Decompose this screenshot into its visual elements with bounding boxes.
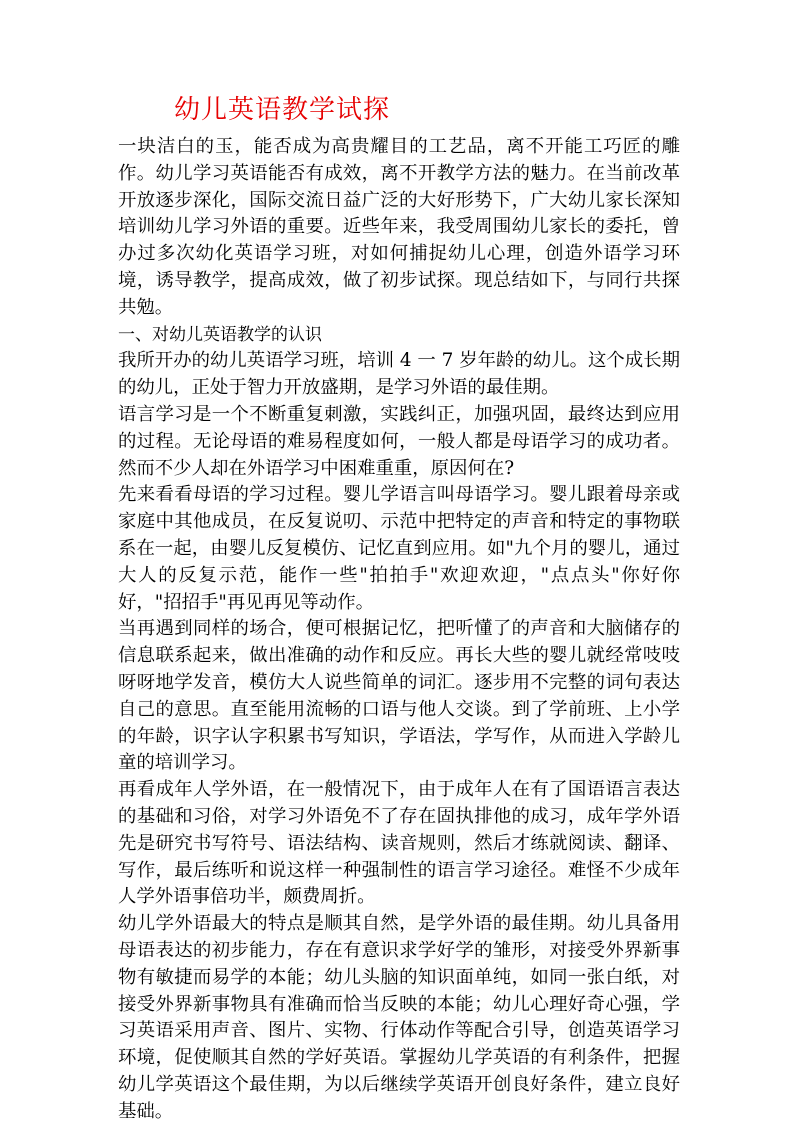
document-title: 幼儿英语教学试探 (174, 95, 391, 125)
intro-paragraph: 一块洁白的玉，能否成为高贵耀目的工艺品，离不开能工巧匠的雕作。幼儿学习英语能否有成效，离不开教学方法的魅力。在当前改革开放逐步深化，国际交流日益广泛的大好形势下，广大幼儿家长深知培训幼儿学习外语的重要。近些年来，我受周围幼儿家长的委托，曾办过多次幼化英语学习班，对如何捕捉幼儿心理，创造外语学习环境，诱导教学，提高成效，做了初步试探。现总结如下，与同行共探共勉。 (118, 136, 680, 318)
body-paragraph: 幼儿学外语最大的特点是顺其自然，是学外语的最佳期。幼儿具备用母语表达的初步能力，存在有意识求学好学的雏形，对接受外界新事物有敏捷而易学的本能；幼儿头脑的知识面单纯，如同一张白纸，对接受外界新事物具有准确而恰当反映的本能；幼儿心理好奇心强，学习英语采用声音、图片、实物、行体动作等配合引导，创造英语学习环境，促使顺其自然的学好英语。掌握幼儿学英语的有利条件，把握幼儿学英语这个最佳期，为以后继续学英语开创良好条件，建立良好基础。 (118, 913, 680, 1122)
body-paragraph: 我所开办的幼儿英语学习班，培训 4 一 7 岁年龄的幼儿。这个成长期的幼儿，正处于智力开放盛期，是学习外语的最佳期。 (118, 350, 680, 399)
body-paragraph: 再看成年人学外语，在一般情况下，由于成年人在有了国语语言表达的基础和习俗，对学习外语免不了存在固执排他的成习，成年学外语先是研究书写符号、语法结构、读音规则，然后才练就阅读、翻译、写作，最后练听和说这样一种强制性的语言学习途径。难怪不少成年人学外语事倍功半，颇费周折。 (118, 779, 680, 908)
section-heading: 一、对幼儿英语教学的认识 (118, 324, 322, 345)
body-paragraph: 当再遇到同样的场合，便可根据记忆，把听懂了的声音和大脑储存的信息联系起来，做出准确的动作和反应。再长大些的婴儿就经常吱吱呀呀地学发音，模仿大人说些简单的词汇。逐步用不完整的词句表达自己的意思。直至能用流畅的口语与他人交谈。到了学前班、上小学的年龄，识字认字积累书写知识，学语法，学写作，从而进入学龄儿童的培训学习。 (118, 618, 680, 774)
document-page (118, 92, 680, 1125)
body-paragraph: 先来看看母语的学习过程。婴儿学语言叫母语学习。婴儿跟着母亲或家庭中其他成员，在反复说叨、示范中把特定的声音和特定的事物联系在一起，由婴儿反复模仿、记忆直到应用。如"九个月的婴儿，通过大人的反复示范，能作一些"拍拍手"欢迎欢迎，"点点头"你好你好，"招招手"再见再见等动作。 (118, 484, 680, 613)
body-paragraph: 语言学习是一个不断重复刺激，实践纠正，加强巩固，最终达到应用的过程。无论母语的难易程度如何，一般人都是母语学习的成功者。然而不少人却在外语学习中困难重重，原因何在? (118, 403, 680, 479)
